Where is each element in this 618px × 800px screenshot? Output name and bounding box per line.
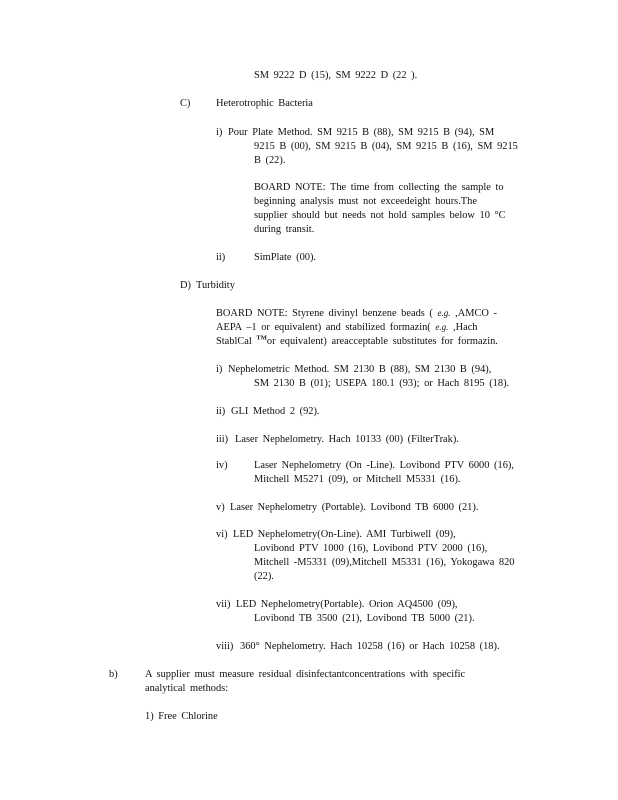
turbidity-note-line-2-tail: ,Hach (452, 322, 478, 333)
pour-plate-line-2: 9215 B (00), SM 9215 B (04), SM 9215 B (16), SM 9215 (254, 141, 518, 152)
led-online-line-4: (22). (254, 571, 274, 582)
gli-marker: ii) (216, 406, 226, 417)
turbidity-note-line-3 (216, 335, 498, 348)
turbidity-note-line-2-text: AEPA –1 or equivalent) and stabilized formazin( (216, 322, 431, 333)
nephelometric-marker: i) (216, 364, 223, 375)
nephelometry-360-marker: viii) (216, 641, 234, 652)
section-b-line-2: analytical methods: (145, 683, 229, 694)
board-note-line-3: supplier should but needs not hold samples below 10 °C (254, 210, 506, 221)
turbidity-note-line-1 (216, 307, 497, 320)
laser-online-line-1: Laser Nephelometry (On -Line). Lovibond PTV 6000 (16), (254, 460, 514, 471)
sm-9222-line: SM 9222 D (15), SM 9222 D (22 ). (254, 70, 418, 81)
section-b-marker: b) (109, 669, 118, 680)
eg-abbrev: e.g. (435, 322, 449, 332)
pour-plate-line-3: B (22). (254, 155, 286, 166)
pour-plate-line-1: Pour Plate Method. SM 9215 B (88), SM 9215 B (94), SM (228, 127, 495, 138)
section-d-title: Turbidity (196, 280, 235, 291)
laser-nephelometry-text: Laser Nephelometry. Hach 10133 (00) (FilterTrak). (235, 434, 459, 445)
nephelometric-line-2: SM 2130 B (01); USEPA 180.1 (93); or Hach 8195 (18). (254, 378, 510, 389)
free-chlorine-item: 1) Free Chlorine (145, 711, 218, 722)
led-online-line-3: Mitchell -M5331 (09),Mitchell M5331 (16), Yokogawa 820 (254, 557, 515, 568)
trademark-mark: TM (256, 334, 267, 342)
nephelometric-line-1: Nephelometric Method. SM 2130 B (88), SM 2130 B (94), (228, 364, 492, 375)
gli-method-text: GLI Method 2 (92). (231, 406, 320, 417)
led-online-marker: vi) (216, 529, 228, 540)
section-b-line-1: A supplier must measure residual disinfectantconcentrations with specific (145, 669, 466, 680)
turbidity-note-line-1-text: BOARD NOTE: Styrene divinyl benzene beads ( (216, 308, 433, 319)
led-portable-line-1: LED Nephelometry(Portable). Orion AQ4500 (09), (236, 599, 458, 610)
section-c-marker: C) (180, 98, 191, 109)
section-d-marker: D) (180, 280, 191, 291)
led-online-line-1: LED Nephelometry(On-Line). AMI Turbiwell (09), (233, 529, 456, 540)
led-portable-marker: vii) (216, 599, 231, 610)
turbidity-note-line-2 (216, 321, 478, 334)
turbidity-note-line-3-tail: or equivalent) areacceptable substitutes for formazin. (266, 336, 498, 347)
laser-portable-marker: v) (216, 502, 225, 513)
simplate-marker: ii) (216, 252, 226, 263)
board-note-line-1: BOARD NOTE: The time from collecting the sample to (254, 182, 504, 193)
simplate-text: SimPlate (00). (254, 252, 317, 263)
laser-online-marker: iv) (216, 460, 228, 471)
laser-nephelometry-marker: iii) (216, 434, 229, 445)
board-note-line-2: beginning analysis must not exceedeight hours.The (254, 196, 477, 207)
board-note-line-4: during transit. (254, 224, 315, 235)
section-c-title: Heterotrophic Bacteria (216, 98, 313, 109)
led-portable-line-2: Lovibond TB 3500 (21), Lovibond TB 5000 (21). (254, 613, 475, 624)
stablcal-name: StablCal (216, 336, 252, 347)
nephelometry-360-text: 360° Nephelometry. Hach 10258 (16) or Hach 10258 (18). (240, 641, 500, 652)
eg-abbrev: e.g. (437, 308, 451, 318)
turbidity-note-line-1-tail: ,AMCO - (455, 308, 497, 319)
pour-plate-marker: i) (216, 127, 223, 138)
led-online-line-2: Lovibond PTV 1000 (16), Lovibond PTV 2000 (16), (254, 543, 488, 554)
laser-portable-text: Laser Nephelometry (Portable). Lovibond TB 6000 (21). (230, 502, 479, 513)
laser-online-line-2: Mitchell M5271 (09), or Mitchell M5331 (16). (254, 474, 461, 485)
